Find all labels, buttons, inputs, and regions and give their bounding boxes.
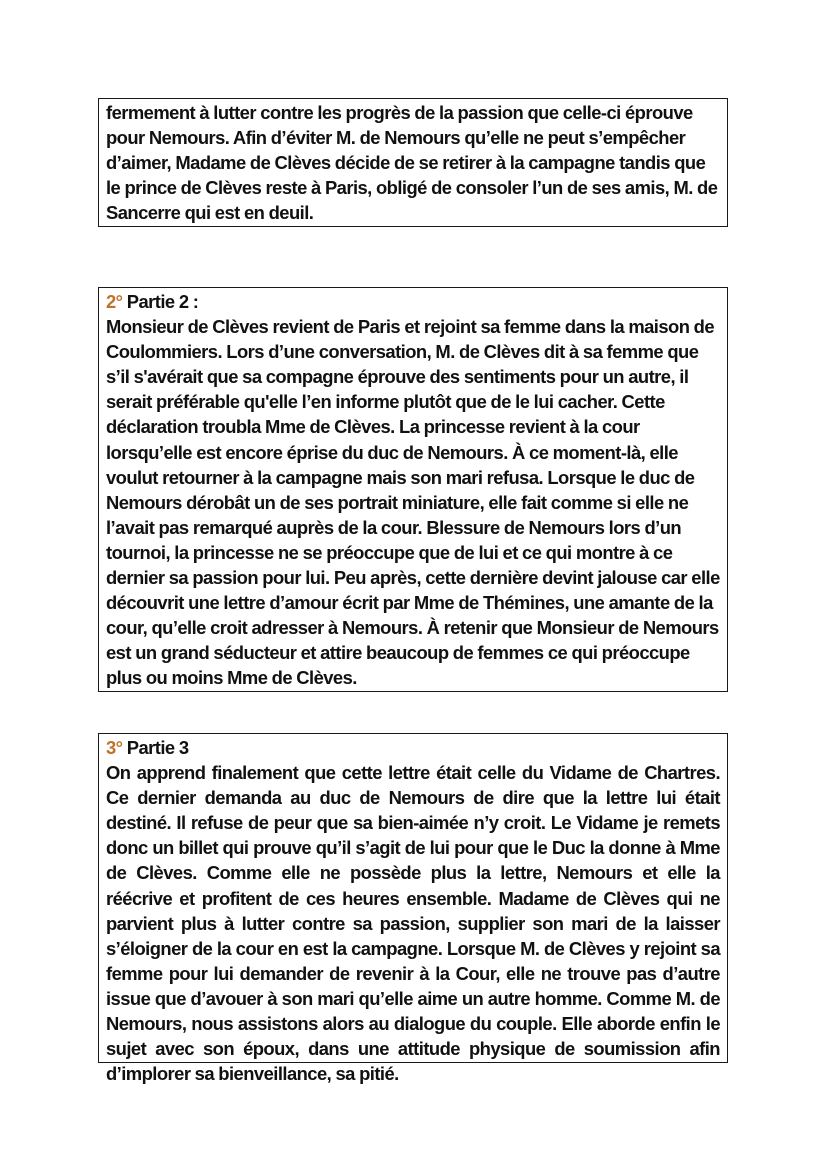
- section-heading: [106, 289, 720, 314]
- summary-box-part-3: [98, 733, 728, 1085]
- summary-paragraph: On apprend finalement que cette lettre était celle du Vidame de Chartres. Ce dernier demanda au duc de Nemours de dire que la lettre lui était destiné. Il refuse de peur que sa bien-aimée n’y croit. Le Vidame je remets donc un billet qui prouve qu’il s’agit de lui pour que le Duc la donne à Mme de Clèves. Comme elle ne possède plus la lettre, Nemours et elle la réécrive et profitent de ces heures ensemble. Madame de Clèves qui ne parvient plus à lutter contre sa passion, supplier son mari de la laisser s’éloigner de la cour en est la campagne. Lorsque M. de Clèves y rejoint sa femme pour lui demander de revenir à la Cour, elle ne trouve pas d’autre issue que d’avouer à son mari qu’elle aime un autre homme. Comme M. de Nemours, nous assistons alors au dialogue du couple. Elle aborde enfin le sujet avec son époux, dans une attitude physique de soumission afin d’implorer sa bienveillance, sa pitié.: [106, 762, 720, 1085]
- summary-box-part-2: [98, 287, 728, 692]
- section-title: Partie 2 :: [126, 291, 199, 312]
- summary-box-part-1-continued: [98, 98, 728, 227]
- section-number: 2°: [106, 291, 123, 312]
- summary-paragraph: Monsieur de Clèves revient de Paris et rejoint sa femme dans la maison de Coulommiers. Lors d’une conversation, M. de Clèves dit à sa femme que s’il s'avérait que sa compagne éprouve des sentiments pour un autre, il serait préférable qu'elle l’en informe plutôt que de le lui cacher. Cette déclaration troubla Mme de Clèves. La princesse revient à la cour lorsqu’elle est encore éprise du duc de Nemours. À ce moment-là, elle voulut retourner à la campagne mais son mari refusa. Lorsque le duc de Nemours dérobât un de ses portrait miniature, elle fait comme si elle ne l’avait pas remarqué auprès de la cour. Blessure de Nemours lors d’un tournoi, la princesse ne se préoccupe que de lui et ce qui montre à ce dernier sa passion pour lui. Peu après, cette dernière devint jalouse car elle découvrit une lettre d’amour écrit par Mme de Thémines, une amante de la cour, qu’elle croit adresser à Nemours. À retenir que Monsieur de Nemours est un grand séducteur et attire beaucoup de femmes ce qui préoccupe plus ou moins Mme de Clèves.: [106, 316, 720, 689]
- section-title: Partie 3: [126, 737, 189, 758]
- section-heading: [106, 735, 720, 760]
- section-number: 3°: [106, 737, 123, 758]
- summary-paragraph: fermement à lutter contre les progrès de la passion que celle-ci éprouve pour Nemours. Afin d’éviter M. de Nemours qu’elle ne peut s’empêcher d’aimer, Madame de Clèves décide de se retirer à la campagne tandis que le prince de Clèves reste à Paris, obligé de consoler l’un de ses amis, M. de Sancerre qui est en deuil.: [106, 102, 718, 224]
